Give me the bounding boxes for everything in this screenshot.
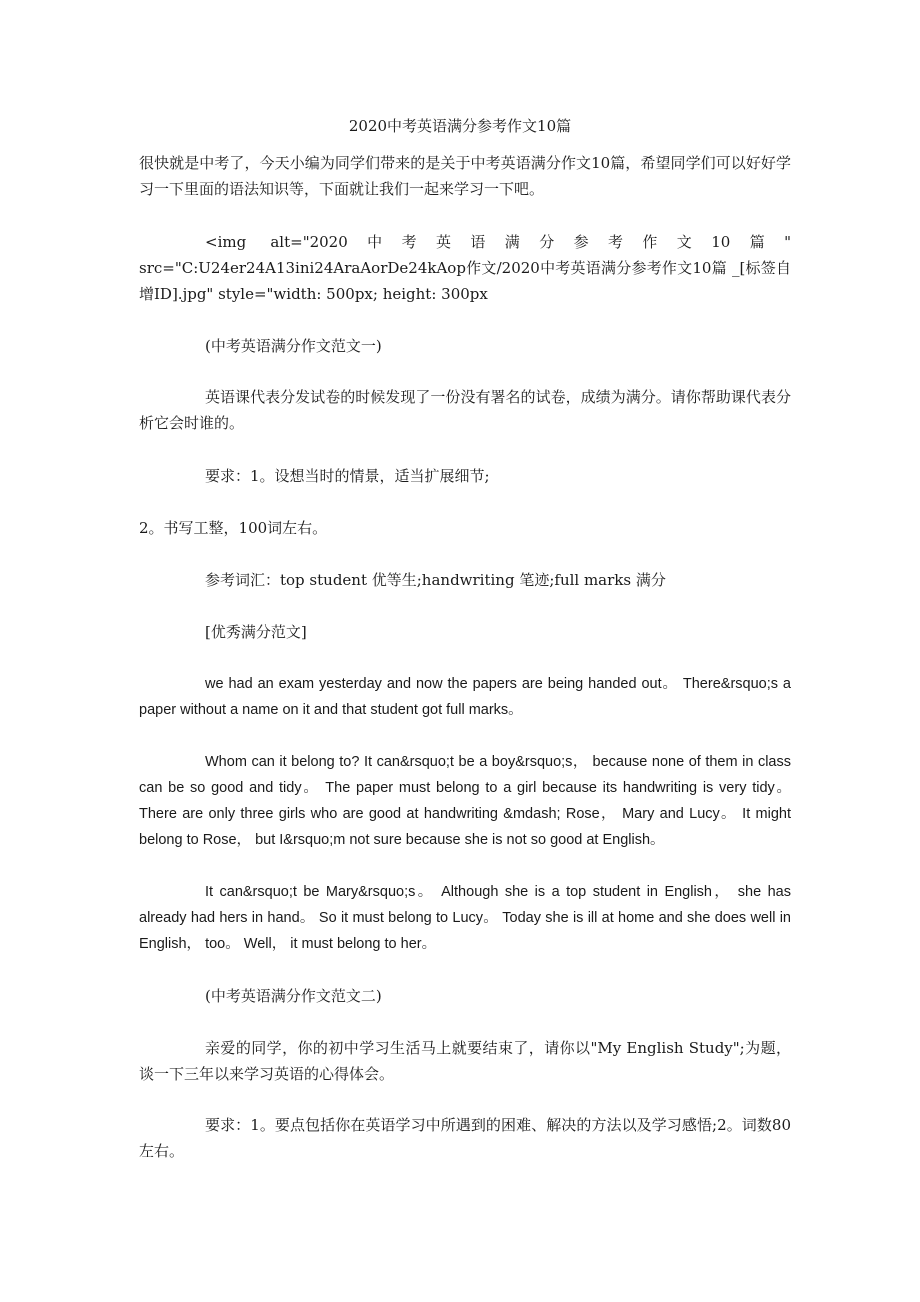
essay1-paragraph-2: Whom can it belong to? It can&rsquo;t be a boy&rsquo;s， because none of them in class can be so good and tidy。 The paper must belong to a girl because its handwriting is very tidy。 There are only three girls who are good at handwriting &mdash; Rose， Mary and Lucy。 It might belong to Rose， but I&rsquo;m not sure because she is not so good at English。	[139, 754, 791, 848]
section1-vocabulary: 参考词汇：top student 优等生;handwriting 笔迹;full marks 满分	[205, 571, 666, 589]
document-title: 2020中考英语满分参考作文10篇	[348, 117, 572, 135]
section1-requirement-2: 2。书写工整，100词左右。	[139, 519, 328, 537]
sample-essay-label: [优秀满分范文]	[205, 623, 307, 641]
essay1-paragraph-3: It can&rsquo;t be Mary&rsquo;s。 Although she is a top student in English， she has already had hers in hand。 So it must belong to Lucy。 Today she is ill at home and she does well in English， too。 Well， it must belong to her。	[139, 884, 791, 952]
section2-requirement: 要求：1。要点包括你在英语学习中所遇到的困难、解决的方法以及学习感悟;2。词数80左右。	[139, 1116, 791, 1160]
section2-heading: (中考英语满分作文范文二)	[205, 987, 382, 1005]
essay1-paragraph-1: we had an exam yesterday and now the papers are being handed out。 There&rsquo;s a paper without a name on it and that student got full marks。	[139, 676, 791, 718]
intro-paragraph: 很快就是中考了，今天小编为同学们带来的是关于中考英语满分作文10篇，希望同学们可以好好学习一下里面的语法知识等，下面就让我们一起来学习一下吧。	[139, 154, 791, 198]
section1-heading: (中考英语满分作文范文一)	[205, 337, 382, 355]
section2-prompt: 亲爱的同学，你的初中学习生活马上就要结束了，请你以"My English Study";为题，谈一下三年以来学习英语的心得体会。	[139, 1039, 791, 1083]
section1-requirement-1: 要求：1。设想当时的情景，适当扩展细节;	[205, 467, 490, 485]
image-tag-text: <img alt="2020中考英语满分参考作文10篇" src="C:U24er24A13ini24AraAorDe24kAop作文/2020中考英语满分参考作文10篇 _[标签自增ID].jpg" style="width: 500px; height: 300px	[139, 233, 791, 303]
section1-prompt: 英语课代表分发试卷的时候发现了一份没有署名的试卷，成绩为满分。请你帮助课代表分析它会时谁的。	[139, 388, 791, 432]
